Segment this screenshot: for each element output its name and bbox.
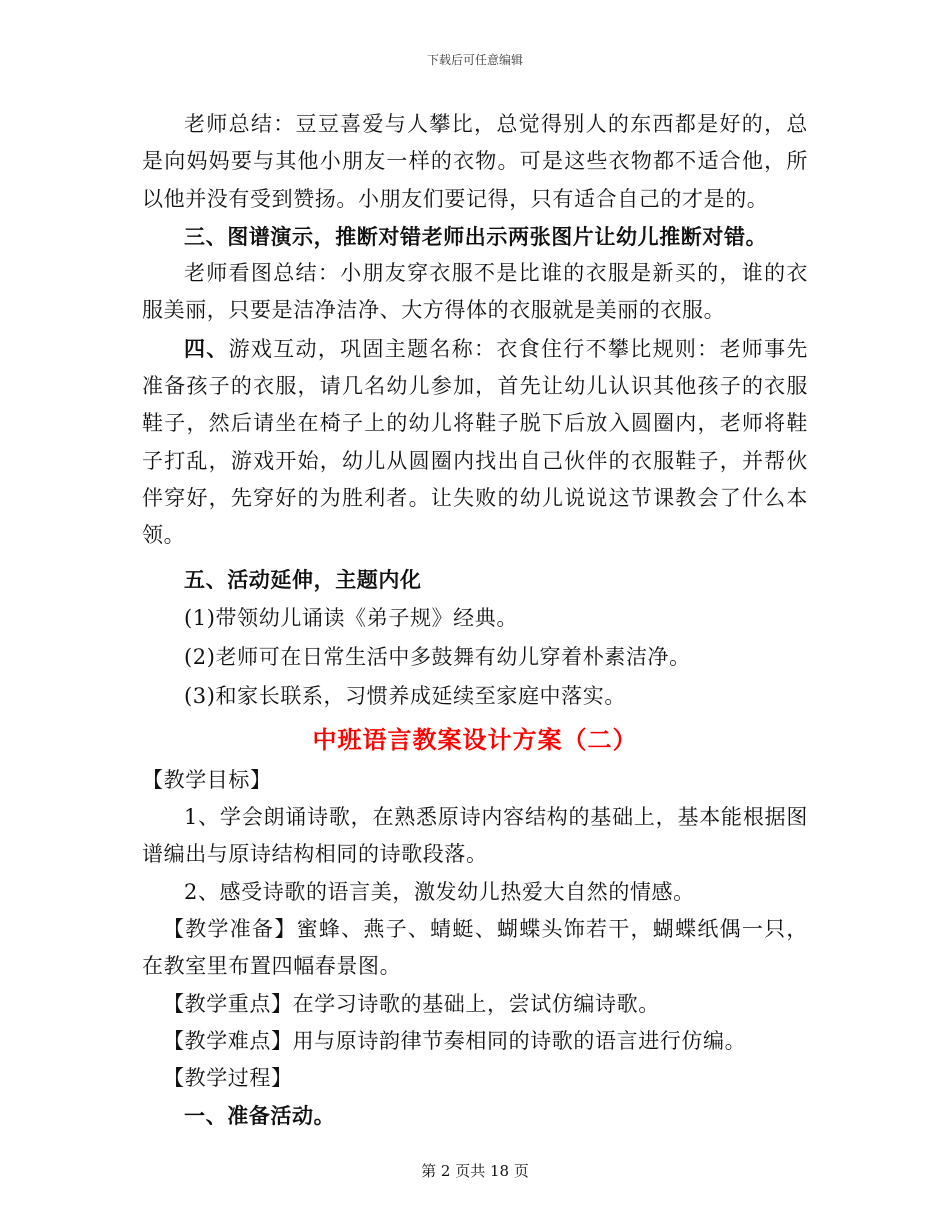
goal-2: 2、感受诗歌的语言美，激发幼儿热爱大自然的情感。 [184,879,695,904]
teaching-difficulty: 【教学难点】用与原诗韵律节奏相同的诗歌的语言进行仿编。 [163,1028,747,1053]
paragraph-picture-summary: 老师看图总结：小朋友穿衣服不是比谁的衣服是新买的，谁的衣服美丽，只要是洁净洁净、大方得体的衣服就是美丽的衣服。 [142,261,808,323]
paragraph-game-interaction [142,330,808,555]
section-number-4: 四、 [184,335,229,361]
step-1-heading: 一、准备活动。 [184,1103,336,1129]
section-heading-5: 五、活动延伸，主题内化 [184,566,422,592]
teaching-goals-label: 【教学目标】 [142,767,272,792]
section-heading-3: 三、图谱演示，推断对错老师出示两张图片让幼儿推断对错。 [184,223,768,249]
list-item-1: (1)带领幼儿诵读《弟子规》经典。 [184,605,518,630]
paragraph-teacher-summary: 老师总结：豆豆喜爱与人攀比，总觉得别人的东西都是好的，总是向妈妈要与其他小朋友一样的衣物。可是这些衣物都不适合他，所以他并没有受到赞扬。小朋友们要记得，只有适合自己的才是的。 [142,112,808,211]
document-title: 中班语言教案设计方案（二） [312,724,638,754]
teaching-process-label: 【教学过程】 [163,1066,293,1091]
document-body [142,106,808,1135]
list-item-3: (3)和家长联系，习惯养成延续至家庭中落实。 [184,684,626,709]
page-header: 下载后可任意编辑 [426,53,523,67]
list-item-2: (2)老师可在日常生活中多鼓舞有幼儿穿着朴素洁净。 [184,645,691,670]
page-footer: 第 2 页共 18 页 [421,1162,529,1180]
goal-1: 1、学会朗诵诗歌，在熟悉原诗内容结构的基础上，基本能根据图谱编出与原诗结构相同的诗歌段落。 [142,805,808,867]
teaching-key-point: 【教学重点】在学习诗歌的基础上，尝试仿编诗歌。 [163,991,660,1016]
game-rules-text: 游戏互动，巩固主题名称：衣食住行不攀比规则：老师事先准备孩子的衣服，请几名幼儿参加，首先让幼儿认识其他孩子的衣服鞋子，然后请坐在椅子上的幼儿将鞋子脱下后放入圆圈内，老师将鞋子打乱，游戏开始，幼儿从圆圈内找出自己伙伴的衣服鞋子，并帮伙伴穿好，先穿好的为胜利者。让失败的幼儿说说这节课教会了什么本领。 [142,336,808,548]
teaching-preparation: 【教学准备】蜜蜂、燕子、蜻蜓、蝴蝶头饰若干，蝴蝶纸偶一只，在教室里布置四幅春景图。 [142,916,808,979]
